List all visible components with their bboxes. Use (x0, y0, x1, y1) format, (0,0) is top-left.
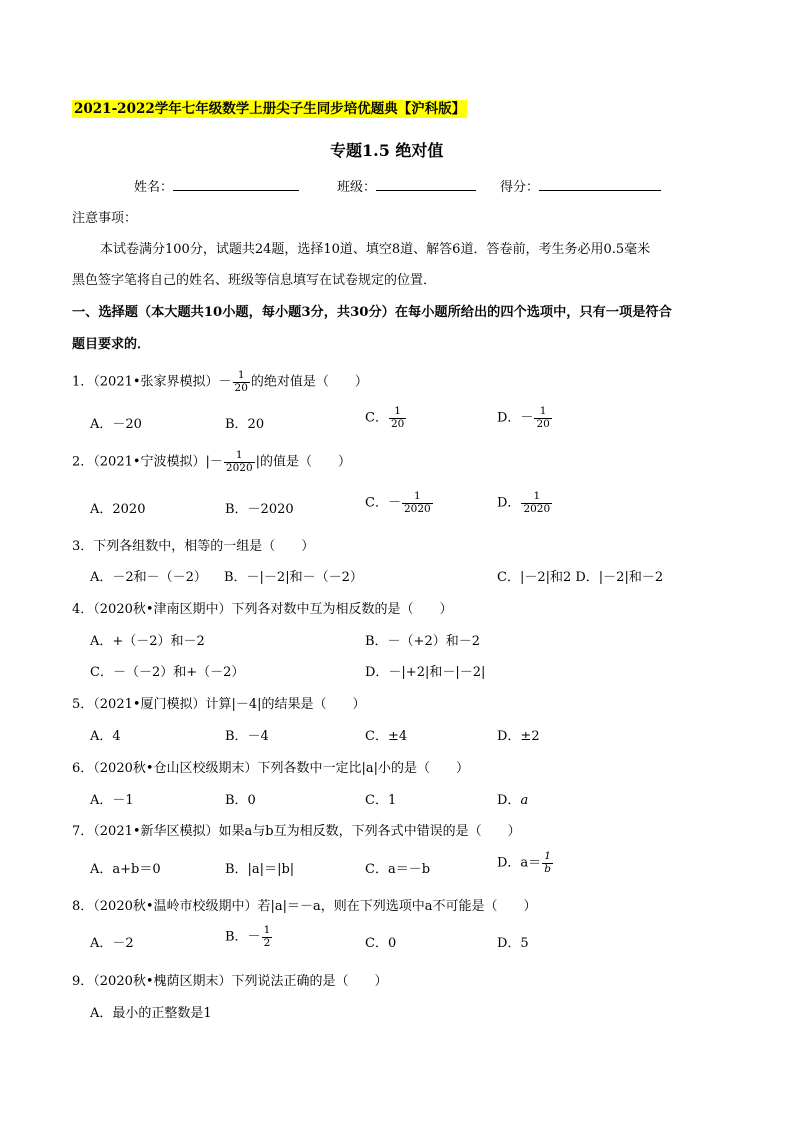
question-8-option-b-fraction: $\frac{1}{2}$ (263, 924, 271, 949)
name-blank[interactable] (173, 178, 299, 191)
question-1-option-d[interactable]: D．－ $\frac{1}{20}$ (497, 405, 550, 430)
question-3-option-cd[interactable]: C．|－2|和2 D．|－2|和－2 (497, 570, 664, 585)
question-2-tail: |的值是（ ） (255, 454, 352, 470)
question-6-option-a[interactable]: A．－1 (90, 793, 134, 808)
question-8-option-a[interactable]: A．－2 (90, 936, 134, 951)
question-9-option-a[interactable]: A．最小的正整数是1 (90, 1006, 212, 1021)
question-8-option-d[interactable]: D．5 (497, 936, 529, 951)
question-6: 6．（2020秋•仓山区校级期末）下列各数中一定比|a|小的是（ ） (72, 761, 470, 776)
question-1 (72, 370, 368, 394)
question-8: 8．（2020秋•温岭市校级期中）若|a|＝－a，则在下列选项中a不可能是（ ） (72, 899, 537, 914)
question-2-stem: 2．（2021•宁波模拟）|－ (72, 454, 223, 470)
question-3: 3．下列各组数中，相等的一组是（ ） (72, 539, 315, 554)
question-1-option-b[interactable]: B．20 (225, 417, 265, 432)
question-7-option-c[interactable]: C．a＝－b (365, 862, 431, 877)
notice-line-1: 本试卷满分100分，试题共24题，选择10道、填空8道、解答6道．答卷前，考生务必用0.5毫米 (100, 242, 651, 257)
question-2-option-a[interactable]: A．2020 (90, 502, 146, 517)
question-1-tail: 的绝对值是（ ） (250, 374, 368, 390)
question-7-option-a[interactable]: A．a+b＝0 (90, 862, 161, 877)
question-2-option-b[interactable]: B．－2020 (225, 502, 294, 517)
question-2-option-c-fraction: $\frac{1}{2020}$ (403, 490, 431, 515)
question-5-option-c[interactable]: C．±4 (365, 729, 408, 744)
question-6-option-d[interactable]: D．a (497, 793, 529, 808)
question-7-option-d-fraction: $\frac{1}{b}$ (544, 850, 551, 875)
question-4-option-d[interactable]: D．－|+2|和－|－2| (365, 665, 486, 680)
section-heading-line-1: 一、选择题（本大题共10小题，每小题3分，共30分）在每小题所给出的四个选项中，只有一项是符合 (72, 305, 672, 320)
question-5-option-d[interactable]: D．±2 (497, 729, 540, 744)
question-4-option-c[interactable]: C．－（－2）和+（－2） (90, 665, 245, 680)
question-7-option-b[interactable]: B．|a|＝|b| (225, 862, 295, 877)
notice-line-2: 黑色签字笔将自己的姓名、班级等信息填写在试卷规定的位置． (72, 273, 437, 288)
question-1-fraction: $\frac{1}{20}$ (234, 369, 248, 394)
question-1-option-a[interactable]: A．－20 (90, 417, 142, 432)
question-4: 4．（2020秋•津南区期中）下列各对数中互为相反数的是（ ） (72, 602, 453, 617)
question-2-option-d-fraction: $\frac{1}{2020}$ (523, 490, 551, 515)
question-5: 5．（2021•厦门模拟）计算|－4|的结果是（ ） (72, 697, 366, 712)
class-field (337, 178, 476, 196)
question-3-option-b[interactable]: B．－|－2|和－（－2） (224, 570, 363, 585)
question-2-option-c[interactable]: C．－ $\frac{1}{2020}$ (365, 490, 431, 515)
name-field (134, 178, 299, 196)
class-label: 班级： (337, 180, 377, 195)
score-blank[interactable] (539, 178, 661, 191)
question-2-fraction: $\frac{1}{2020}$ (225, 449, 253, 474)
question-7: 7．（2021•新华区模拟）如果a与b互为相反数，下列各式中错误的是（ ） (72, 824, 521, 839)
question-1-stem: 1．（2021•张家界模拟）－ (72, 374, 232, 390)
question-6-option-c[interactable]: C．1 (365, 793, 397, 808)
question-7-option-d[interactable]: D．a＝ $\frac{1}{b}$ (497, 850, 551, 875)
question-3-option-a[interactable]: A．－2和－（－2） (90, 570, 207, 585)
question-6-option-b[interactable]: B．0 (225, 793, 256, 808)
question-1-option-c-fraction: $\frac{1}{20}$ (390, 405, 405, 430)
question-1-option-c[interactable]: C． $\frac{1}{20}$ (365, 405, 405, 430)
question-8-option-b[interactable]: B．－ $\frac{1}{2}$ (225, 924, 271, 949)
question-1-option-d-fraction: $\frac{1}{20}$ (536, 405, 550, 430)
question-2 (72, 450, 351, 474)
question-4-option-b[interactable]: B．－（+2）和－2 (365, 634, 480, 649)
header-banner: 2021-2022学年七年级数学上册尖子生同步培优题典【沪科版】 (74, 101, 466, 117)
question-5-option-b[interactable]: B．－4 (225, 729, 269, 744)
question-8-option-c[interactable]: C．0 (365, 936, 397, 951)
section-heading-line-2: 题目要求的． (72, 337, 151, 352)
score-label: 得分： (500, 180, 540, 195)
score-field (500, 178, 661, 196)
notice-title: 注意事项： (72, 211, 138, 226)
class-blank[interactable] (376, 178, 476, 191)
name-label: 姓名： (134, 180, 174, 195)
question-9: 9．（2020秋•槐荫区期末）下列说法正确的是（ ） (72, 974, 388, 989)
question-2-option-d[interactable]: D． $\frac{1}{2020}$ (497, 490, 551, 515)
page-title: 专题1.5 绝对值 (330, 141, 444, 160)
question-5-option-a[interactable]: A．4 (90, 729, 121, 744)
question-4-option-a[interactable]: A．+（－2）和－2 (90, 634, 205, 649)
